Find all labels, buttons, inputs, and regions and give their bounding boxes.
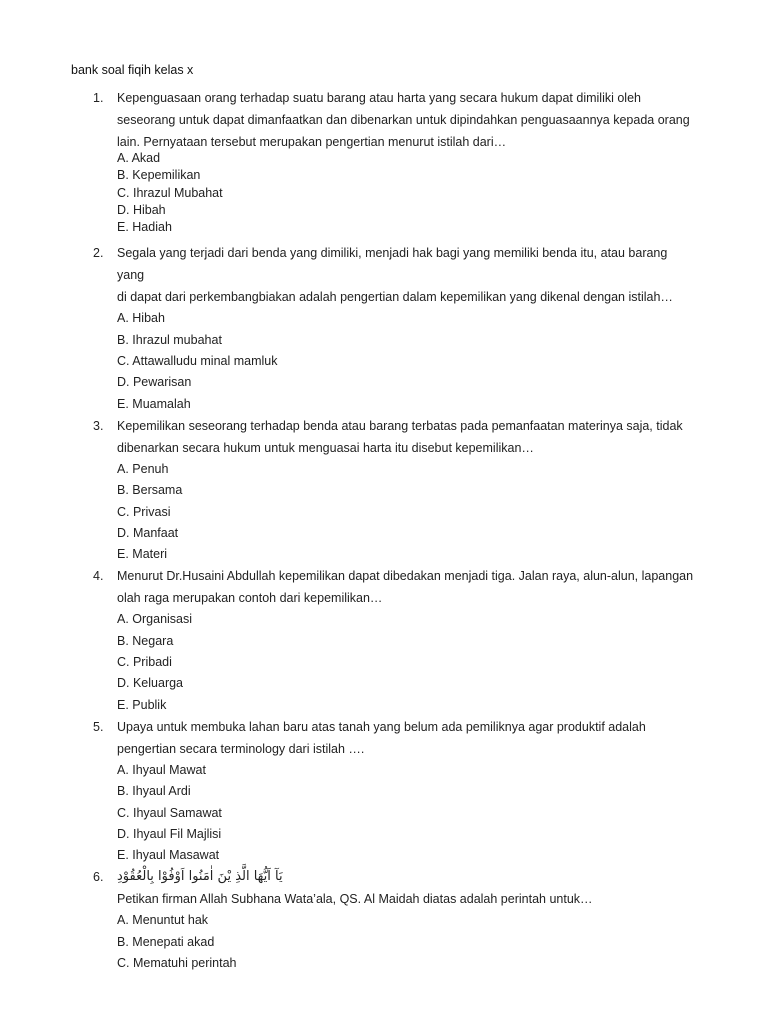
option-e: E. Muamalah: [117, 396, 191, 411]
option-c: C. Ihrazul Mubahat: [117, 185, 223, 200]
question-line: seseorang untuk dapat dimanfaatkan dan dibenarkan untuk dipindahkan penguasaannya kepada orang: [117, 113, 690, 127]
option-b: B. Bersama: [117, 483, 183, 498]
question-line: Petikan firman Allah Subhana Wata’ala, QS. Al Maidah diatas adalah perintah untuk…: [117, 892, 593, 907]
question-line: dibenarkan secara hukum untuk menguasai harta itu disebut kepemilikan…: [117, 440, 534, 455]
question-list: [0, 87, 768, 974]
option-a: A. Organisasi: [117, 612, 193, 627]
option-d: D. Manfaat: [117, 525, 179, 540]
option-a: A. Penuh: [117, 461, 169, 476]
option-list: [0, 760, 768, 866]
option-c: C. Attawalludu minal mamluk: [117, 354, 278, 369]
question-2: [0, 242, 768, 414]
option-b: B. Menepati akad: [117, 934, 215, 949]
question-line: Upaya untuk membuka lahan baru atas tanah yang belum ada pemiliknya agar produktif adalah: [117, 719, 646, 734]
question-number: 4.: [93, 569, 104, 584]
question-number: 3.: [93, 418, 104, 433]
option-list: [0, 910, 768, 974]
option-e: E. Materi: [117, 547, 168, 562]
option-list: [0, 609, 768, 715]
option-e: E. Hadiah: [117, 220, 172, 235]
option-a: A. Akad: [117, 151, 161, 165]
question-3: [0, 415, 768, 565]
option-b: B. Negara: [117, 633, 174, 648]
option-a: A. Hibah: [117, 311, 165, 326]
option-d: D. Pewarisan: [117, 375, 192, 390]
option-b: B. Ihrazul mubahat: [117, 332, 222, 347]
question-line: Segala yang terjadi dari benda yang dimiliki, menjadi hak bagi yang memiliki benda itu, atau barang yang: [117, 246, 668, 283]
option-a: A. Menuntut hak: [117, 913, 209, 928]
option-list: [0, 150, 768, 236]
option-c: C. Privasi: [117, 504, 171, 519]
option-list: [0, 459, 768, 565]
question-number: 5.: [93, 719, 104, 734]
option-d: D. Ihyaul Fil Majlisi: [117, 826, 222, 841]
option-list: [0, 308, 768, 414]
question-4: [0, 565, 768, 715]
question-1: [0, 87, 768, 236]
option-d: D. Keluarga: [117, 676, 184, 691]
option-a: A. Ihyaul Mawat: [117, 762, 206, 777]
option-c: C. Mematuhi perintah: [117, 956, 237, 971]
option-c: C. Ihyaul Samawat: [117, 805, 222, 820]
question-line: pengertian secara terminology dari istilah ….: [117, 741, 365, 756]
arabic-verse: يَآ اَيُّهَا الَّذِ يْنَ اٰمَنُوا اَوْفُوْا بِالْعُقُوْدِ: [117, 869, 283, 885]
question-line: Menurut Dr.Husaini Abdullah kepemilikan dapat dibedakan menjadi tiga. Jalan raya, alun-alun, lapangan: [117, 569, 694, 584]
question-line: Kepenguasaan orang terhadap suatu barang atau harta yang secara hukum dapat dimiliki oleh: [117, 91, 641, 105]
question-line: lain. Pernyataan tersebut merupakan pengertian menurut istilah dari…: [117, 135, 507, 149]
option-d: D. Hibah: [117, 202, 166, 217]
question-5: [0, 716, 768, 866]
document-title: bank soal fiqih kelas x: [71, 63, 194, 77]
question-line: Kepemilikan seseorang terhadap benda atau barang terbatas pada pemanfaatan materinya saja, tidak: [117, 418, 683, 433]
question-number: 1.: [93, 91, 104, 105]
question-6: [0, 866, 768, 974]
option-b: B. Kepemilikan: [117, 168, 201, 183]
question-number: 6.: [93, 870, 104, 885]
option-c: C. Pribadi: [117, 655, 172, 670]
option-e: E. Ihyaul Masawat: [117, 848, 220, 863]
question-line: olah raga merupakan contoh dari kepemilikan…: [117, 591, 383, 606]
question-line: di dapat dari perkembangbiakan adalah pengertian dalam kepemilikan yang dikenal dengan istilah…: [117, 290, 673, 305]
question-number: 2.: [93, 246, 104, 261]
option-e: E. Publik: [117, 697, 167, 712]
option-b: B. Ihyaul Ardi: [117, 784, 191, 799]
